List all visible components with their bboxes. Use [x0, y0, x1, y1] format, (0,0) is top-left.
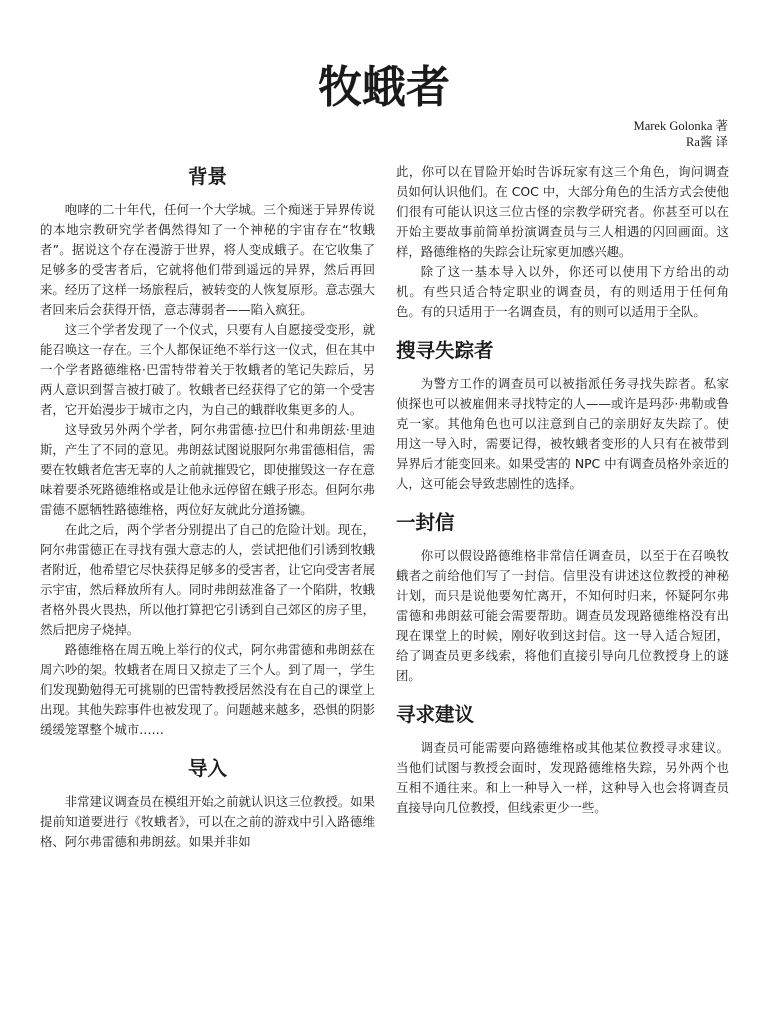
- background-paragraph: 这导致另外两个学者，阿尔弗雷德·拉巴什和弗朗兹·里迪斯，产生了不同的意见。弗朗兹试图说服阿尔弗雷德相信，需要在牧蛾者危害无辜的人之前就摧毁它，即使摧毁这一存在意味着要杀死路德维格或是让他永远停留在蛾子形态。但阿尔弗雷德不愿牺牲路德维格，两位好友就此分道扬镳。: [40, 422, 375, 517]
- background-paragraph: 路德维格在周五晚上举行的仪式，阿尔弗雷德和弗朗兹在周六吵的架。牧蛾者在周日又掠走了三个人。到了周一，学生们发现勤勉得无可挑剔的巴雷特教授居然没有在自己的课堂上出现。其他失踪事件也被发现了。问题越来越多，恐惧的阴影缓缓笼罩整个城市……: [40, 642, 375, 737]
- search-heading: 搜寻失踪者: [396, 339, 494, 362]
- author-credit: Marek Golonka 著: [633, 119, 728, 133]
- intro-continued-paragraph: 此，你可以在冒险开始时告诉玩家有这三个角色，询问调查员如何认识他们。在 COC 中，大部分角色的生活方式会使他们很有可能认识这三位古怪的宗教学研究者。你甚至可以在开始主要故事前简单扮演调查员与三人相遇的闪回画面。这样，路德维格的失踪会让玩家更加感兴趣。: [396, 164, 729, 259]
- intro-heading: 导入: [187, 757, 227, 780]
- background-paragraph: 在此之后，两个学者分别提出了自己的危险计划。现在，阿尔弗雷德正在寻找有强大意志的人，尝试把他们引诱到牧蛾者附近，他希望它尽快获得足够多的受害者，让它向受害者展示宇宙，然后释放所有人。同时弗朗兹准备了一个陷阱，牧蛾者格外畏火畏热，所以他打算把它引诱到自己郊区的房子里，然后把房子烧掉。: [40, 522, 375, 637]
- right-column: [396, 162, 729, 818]
- left-column: [40, 162, 375, 852]
- background-paragraph: 这三个学者发现了一个仪式，只要有人自愿接受变形，就能召唤这一存在。三个人都保证绝不举行这一仪式，但在其中一个学者路德维格·巴雷特带着关于牧蛾者的笔记失踪后，另两人意识到誓言被打破了。牧蛾者已经获得了它的第一个受害者，它开始漫步于城市之内，为自己的蛾群收集更多的人。: [40, 322, 375, 417]
- translator-credit: Ra酱 译: [685, 135, 728, 149]
- advice-paragraph: 调查员可能需要向路德维格或其他某位教授寻求建议。当他们试图与教授会面时，发现路德维格失踪，另外两个也互相不通往来。和上一种导入一样，这种导入也会将调查员直接导向几位教授，但线索更少一些。: [396, 740, 729, 815]
- background-paragraph: 咆哮的二十年代，任何一个大学城。三个痴迷于异界传说的本地宗教研究学者偶然得知了一个神秘的宇宙存在“牧蛾者”。据说这个存在漫游于世界，将人变成蛾子。在它收集了足够多的受害者后，它就将他们带到遥远的异界，然后再回来。经历了这样一场旅程后，被转变的人恢复原形。意志强大者回来后会获得开悟，意志薄弱者——陷入疯狂。: [40, 202, 375, 317]
- background-heading: 背景: [187, 165, 227, 188]
- intro-paragraph: 非常建议调查员在模组开始之前就认识这三位教授。如果提前知道要进行《牧蛾者》，可以在之前的游戏中引入路德维格、阿尔弗雷德和弗朗兹。如果并非如: [40, 794, 375, 849]
- page-title: 牧蛾者: [318, 62, 450, 113]
- intro-continued-paragraph: 除了这一基本导入以外，你还可以使用下方给出的动机。有些只适合特定职业的调查员，有的则适用于任何角色。有的只适用于一名调查员，有的则可以适用于全队。: [396, 264, 729, 319]
- credits: [634, 118, 728, 150]
- letter-heading: 一封信: [396, 511, 455, 534]
- advice-heading: 寻求建议: [396, 703, 475, 726]
- search-paragraph: 为警方工作的调查员可以被指派任务寻找失踪者。私家侦探也可以被雇佣来寻找特定的人——或许是玛莎·弗勒或鲁克一家。其他角色也可以注意到自己的亲朋好友失踪了。使用这一导入时，需要记得，被牧蛾者变形的人只有在被带到异界后才能变回来。如果受害的 NPC 中有调查员格外亲近的人，这可能会导致悲剧性的选择。: [396, 376, 729, 491]
- letter-paragraph: 你可以假设路德维格非常信任调查员，以至于在召唤牧蛾者之前给他们写了一封信。信里没有讲述这位教授的神秘计划，而只是说他要匆忙离开，不知何时归来，怀疑阿尔弗雷德和弗朗兹可能会需要帮助。调查员发现路德维格没有出现在课堂上的时候，刚好收到这封信。这一导入适合短团，给了调查员更多线索，将他们直接引导向几位教授身上的谜团。: [396, 548, 729, 683]
